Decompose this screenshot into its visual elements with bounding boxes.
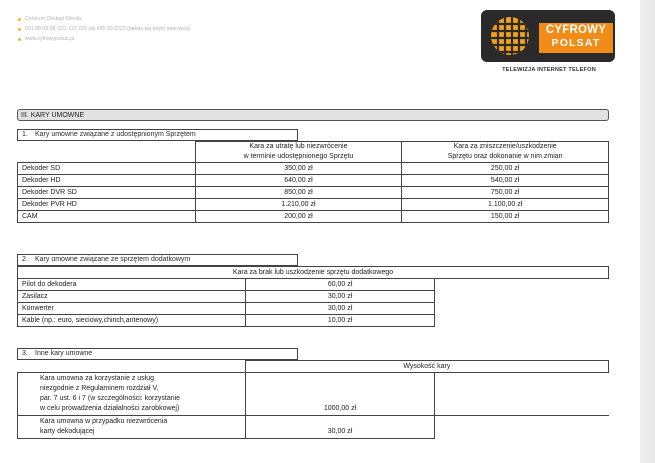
equipment-name: Dekoder DVR SD	[18, 187, 196, 199]
bullet-icon	[18, 28, 21, 31]
table-row	[18, 315, 609, 327]
equipment-name: CAM	[18, 211, 196, 223]
table-row	[18, 199, 609, 211]
bullet-icon	[18, 18, 21, 21]
loss-penalty: 1.210,00 zł	[195, 199, 402, 211]
loss-penalty: 640,00 zł	[195, 175, 402, 187]
table2-number: 2.	[22, 256, 28, 263]
table-row	[18, 416, 609, 439]
damage-penalty: 150,00 zł	[402, 211, 609, 223]
column-header-damage: Kara za zniszczenie/uszkodzenie Sprzętu oraz dokonanie w nim zmian	[402, 142, 609, 163]
section-title: III. KARY UMOWNE	[17, 109, 609, 121]
table2-title	[17, 254, 298, 266]
table-header-row	[18, 142, 609, 163]
contact-line-website[interactable]	[18, 34, 191, 44]
penalty-value: 30,00 zł	[245, 303, 435, 315]
table-row	[18, 373, 609, 416]
equipment-name: Dekoder PVR HD	[18, 199, 196, 211]
table1-title	[17, 129, 298, 141]
contact-text: 801 08 08 08, 222 127 222 lub 695 00 2222 (opłata wg taryfy operatora)	[25, 26, 191, 32]
contact-info	[18, 14, 191, 44]
table-row	[18, 211, 609, 223]
loss-penalty: 350,00 zł	[195, 163, 402, 175]
table-row	[18, 187, 609, 199]
logo-wordmark	[539, 23, 613, 53]
damage-penalty: 250,00 zł	[402, 163, 609, 175]
logo-text-line1: CYFROWY	[545, 24, 607, 36]
table3-number: 3.	[22, 350, 28, 357]
table-row	[18, 279, 609, 291]
table3-title-text: Inne kary umowne	[35, 350, 93, 357]
logo-tagline: TELEWIZJA INTERNET TELEFON	[502, 67, 596, 73]
cyfrowy-polsat-logo	[481, 10, 615, 62]
loss-penalty: 850,00 zł	[195, 187, 402, 199]
loss-penalty: 200,00 zł	[195, 211, 402, 223]
equipment-name: Konwerter	[18, 303, 246, 315]
website-link[interactable]: www.cyfrowypolsat.pl	[25, 36, 75, 42]
penalty-description: Kara umowna za korzystanie z usług niezgodnie z Regulaminem rozdział V, par. 7 ust. 6 i 7 (w szczególności: korzystanie w celu prowadzenia działalności zarobkowej)	[18, 373, 246, 416]
table-row	[18, 291, 609, 303]
penalty-description: Kara umowna w przypadku niezwrócenia karty dekodującej	[18, 416, 246, 439]
table1-number: 1.	[22, 131, 28, 138]
damage-penalty: 750,00 zł	[402, 187, 609, 199]
column-header-loss: Kara za utratę lub niezwrócenie w terminie udostępnionego Sprzętu	[195, 142, 402, 163]
other-penalties-table	[17, 360, 609, 439]
penalty-value: 60,00 zł	[245, 279, 435, 291]
table-header-row	[18, 361, 609, 373]
penalty-value: 10,00 zł	[245, 315, 435, 327]
equipment-name: Dekoder HD	[18, 175, 196, 187]
table-row	[18, 303, 609, 315]
contact-line-customer-service	[18, 14, 191, 24]
penalty-value: 30,00 zł	[245, 291, 435, 303]
page-edge-shadow	[640, 0, 655, 463]
equipment-name: Kable (np.: euro, sieciowy,chinch,antenowy)	[18, 315, 246, 327]
contact-text: Centrum Obsługi Klienta	[25, 16, 82, 22]
contact-line-phone	[18, 24, 191, 34]
logo-text-line2: POLSAT	[551, 37, 601, 49]
column-header-additional: Kara za brak lub uszkodzenie sprzętu dodatkowego	[18, 267, 609, 279]
additional-equipment-table	[17, 266, 609, 327]
table2-title-text: Kary umowne związane ze sprzętem dodatkowym	[35, 256, 191, 263]
table3-title	[17, 348, 298, 360]
column-header-amount: Wysokość kary	[245, 361, 608, 373]
equipment-penalties-table	[17, 141, 609, 223]
damage-penalty: 1.100,00 zł	[402, 199, 609, 211]
equipment-name: Pilot do dekodera	[18, 279, 246, 291]
table-row	[18, 163, 609, 175]
table1-title-text: Kary umowne związane z udostępnionym Sprzętem	[35, 131, 196, 138]
bullet-icon	[18, 38, 21, 41]
damage-penalty: 540,00 zł	[402, 175, 609, 187]
penalty-value: 1000,00 zł	[245, 373, 435, 416]
equipment-name: Dekoder SD	[18, 163, 196, 175]
table-header-row	[18, 267, 609, 279]
table-row	[18, 175, 609, 187]
penalty-value: 30,00 zł	[245, 416, 435, 439]
equipment-name: Zasilacz	[18, 291, 246, 303]
globe-icon	[489, 15, 531, 57]
